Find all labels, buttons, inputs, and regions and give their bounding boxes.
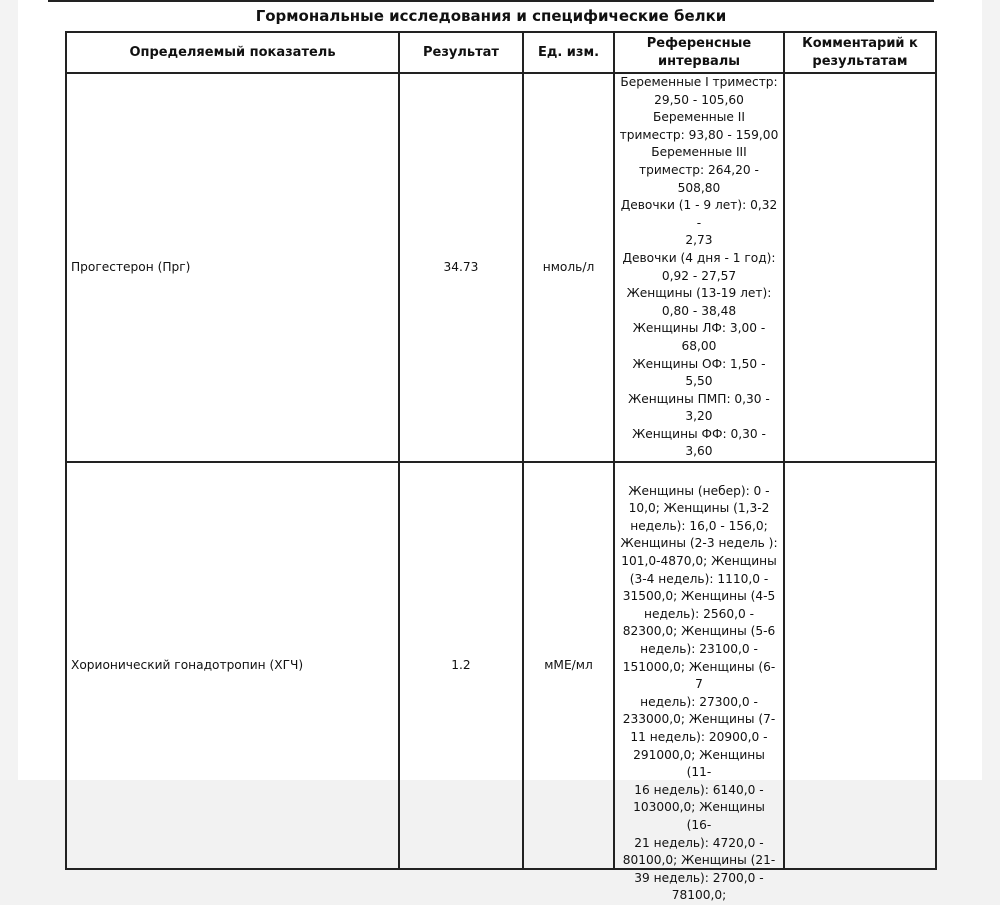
comment-cell (784, 73, 936, 462)
table-header-row (66, 32, 936, 73)
header-parameter: Определяемый показатель (66, 32, 399, 73)
header-reference: Референсные интервалы (614, 32, 784, 73)
table-row (66, 73, 936, 462)
parameter-cell: Прогестерон (Прг) (66, 73, 399, 462)
comment-cell (784, 462, 936, 869)
parameter-cell: Хорионический гонадотропин (ХГЧ) (66, 462, 399, 869)
reference-cell: Женщины (небер): 0 - 10,0; Женщины (1,3-2 недель): 16,0 - 156,0; Женщины (2-3 недель ): 101,0-4870,0; Женщины (3-4 недель): 1110,0 - 31500,0; Женщины (4-5 недель): 2560,0 - 82300,0; Женщины (5-6 недель): 23100,0 - 151000,0; Женщины (6-7 недель): 27300,0 - 233000,0; Женщины (7- 11 недель): 20900,0 - 291000,0; Женщины (11- 16 недель): 6140,0 - 103000,0; Женщины (16- 21 недель): 4720,0 - 80100,0; Женщины (21- 39 недель): 2700,0 - 78100,0; (620, 483, 778, 903)
result-cell: 1.2 (399, 462, 523, 869)
header-unit: Ед. изм. (523, 32, 614, 73)
top-divider (48, 0, 934, 2)
table-row (66, 462, 936, 869)
header-comment: Комментарий к результатам (784, 32, 936, 73)
unit-cell: мМЕ/мл (523, 462, 614, 869)
reference-cell-container (614, 462, 784, 903)
unit-cell: нмоль/л (523, 73, 614, 462)
section-title: Гормональные исследования и специфические белки (255, 7, 727, 25)
header-result: Результат (399, 32, 523, 73)
results-table (65, 31, 937, 903)
reference-cell: Беременные I триместр: 29,50 - 105,60 Беременные II триместр: 93,80 - 159,00 Беременные III триместр: 264,20 - 508,80 Девочки (1 - 9 лет): 0,32 - 2,73 Девочки (4 дня - 1 год): 0,92 - 27,57 Женщины (13-19 лет): 0,80 - 38,48 Женщины ЛФ: 3,00 - 68,00 Женщины ОФ: 1,50 - 5,50 Женщины ПМП: 0,30 - 3,20 Женщины ФФ: 0,30 - 3,60 (614, 73, 784, 462)
result-cell: 34.73 (399, 73, 523, 462)
